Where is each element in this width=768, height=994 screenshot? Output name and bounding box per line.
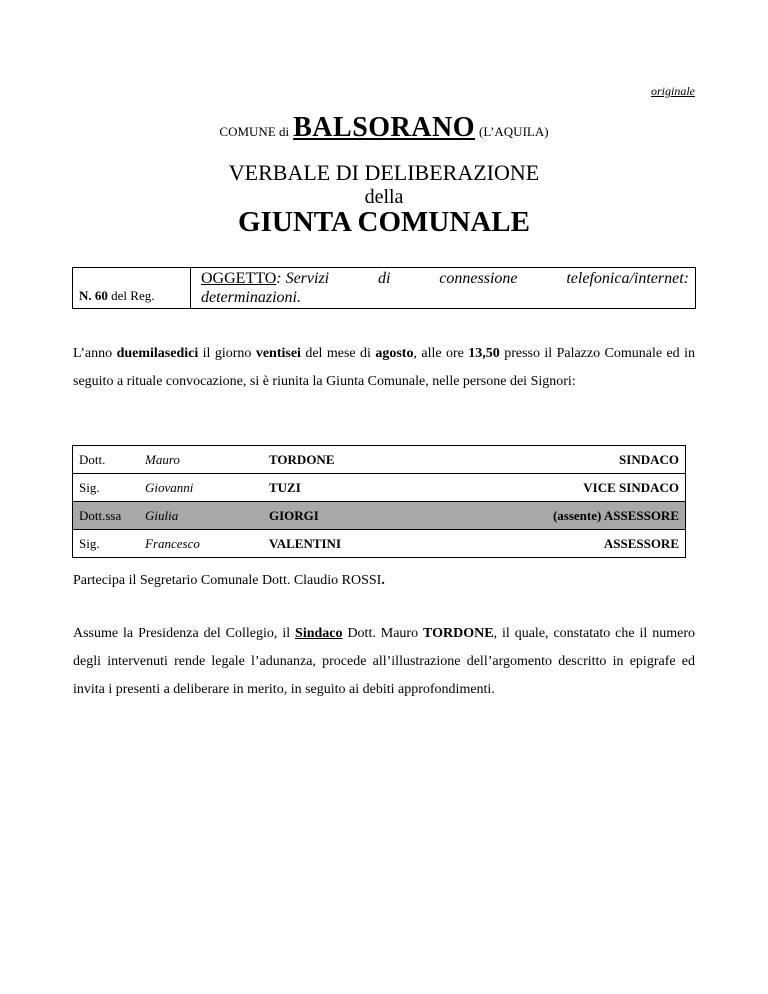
member-role: SINDACO	[619, 451, 679, 467]
oggetto-word: telefonica/internet:	[566, 270, 689, 287]
member-row	[73, 530, 686, 558]
member-role: (assente) ASSESSORE	[552, 507, 679, 523]
member-role: ASSESSORE	[603, 535, 679, 551]
member-last-name: TUZI	[269, 479, 301, 495]
sindaco-name: TORDONE	[423, 626, 494, 641]
oggetto-label: OGGETTO	[201, 270, 277, 287]
member-role: VICE SINDACO	[583, 479, 679, 495]
partecipa-text: Partecipa il Segretario Comunale Dott. Claudio ROSSI.	[73, 573, 385, 588]
month: agosto	[375, 346, 414, 361]
member-row	[73, 474, 686, 502]
province: (L’AQUILA)	[479, 124, 549, 139]
reg-number	[73, 268, 191, 308]
della-text: della	[364, 186, 404, 208]
giunta-title: GIUNTA COMUNALE	[238, 206, 530, 238]
member-last-name: TORDONE	[269, 451, 335, 467]
oggetto-box	[72, 267, 696, 309]
oggetto-text	[191, 268, 695, 308]
member-first-name: Francesco	[145, 535, 200, 551]
verbale-title: VERBALE DI DELIBERAZIONE	[228, 160, 540, 185]
oggetto-word: : Servizi	[276, 270, 330, 287]
comune-heading	[0, 112, 768, 144]
time: 13,50	[468, 346, 500, 361]
member-row	[73, 502, 686, 530]
member-last-name: GIORGI	[269, 507, 319, 523]
member-title: Dott.	[79, 451, 106, 467]
member-first-name: Giovanni	[145, 479, 194, 495]
member-first-name: Giulia	[145, 507, 179, 523]
oggetto-word: di	[377, 270, 391, 287]
originale-label: originale	[651, 84, 695, 98]
reg-number-value: N. 60	[79, 288, 108, 303]
intro-paragraph: L’anno duemilasedici il giorno ventisei del mese di agosto, alle ore 13,50 presso il Palazzo Comunale ed in seguito a rituale convocazione, si è riunita la Giunta Comunale, nelle persone dei Signori:	[73, 346, 695, 389]
members-table	[72, 445, 686, 558]
day: ventisei	[255, 346, 301, 361]
member-title: Sig.	[79, 479, 100, 495]
member-last-name: VALENTINI	[269, 535, 342, 551]
oggetto-word: connessione	[439, 270, 518, 287]
member-title: Dott.ssa	[79, 507, 122, 523]
member-row	[73, 446, 686, 474]
oggetto-line2: determinazioni.	[201, 289, 301, 306]
assume-paragraph: Assume la Presidenza del Collegio, il Sindaco Dott. Mauro TORDONE, il quale, constatato che il numero degli intervenuti rende legale l’adunanza, procede all’illustrazione dell’argomento descritto in epigrafe ed invita i presenti a deliberare in merito, in seguito ai debiti approfondimenti.	[73, 626, 695, 697]
reg-suffix: del Reg.	[111, 288, 155, 303]
member-title: Sig.	[79, 535, 100, 551]
comune-name: BALSORANO	[293, 112, 475, 143]
sindaco-label: Sindaco	[295, 626, 343, 641]
member-first-name: Mauro	[145, 451, 180, 467]
comune-prefix: COMUNE di	[219, 124, 290, 139]
year: duemilasedici	[116, 346, 199, 361]
